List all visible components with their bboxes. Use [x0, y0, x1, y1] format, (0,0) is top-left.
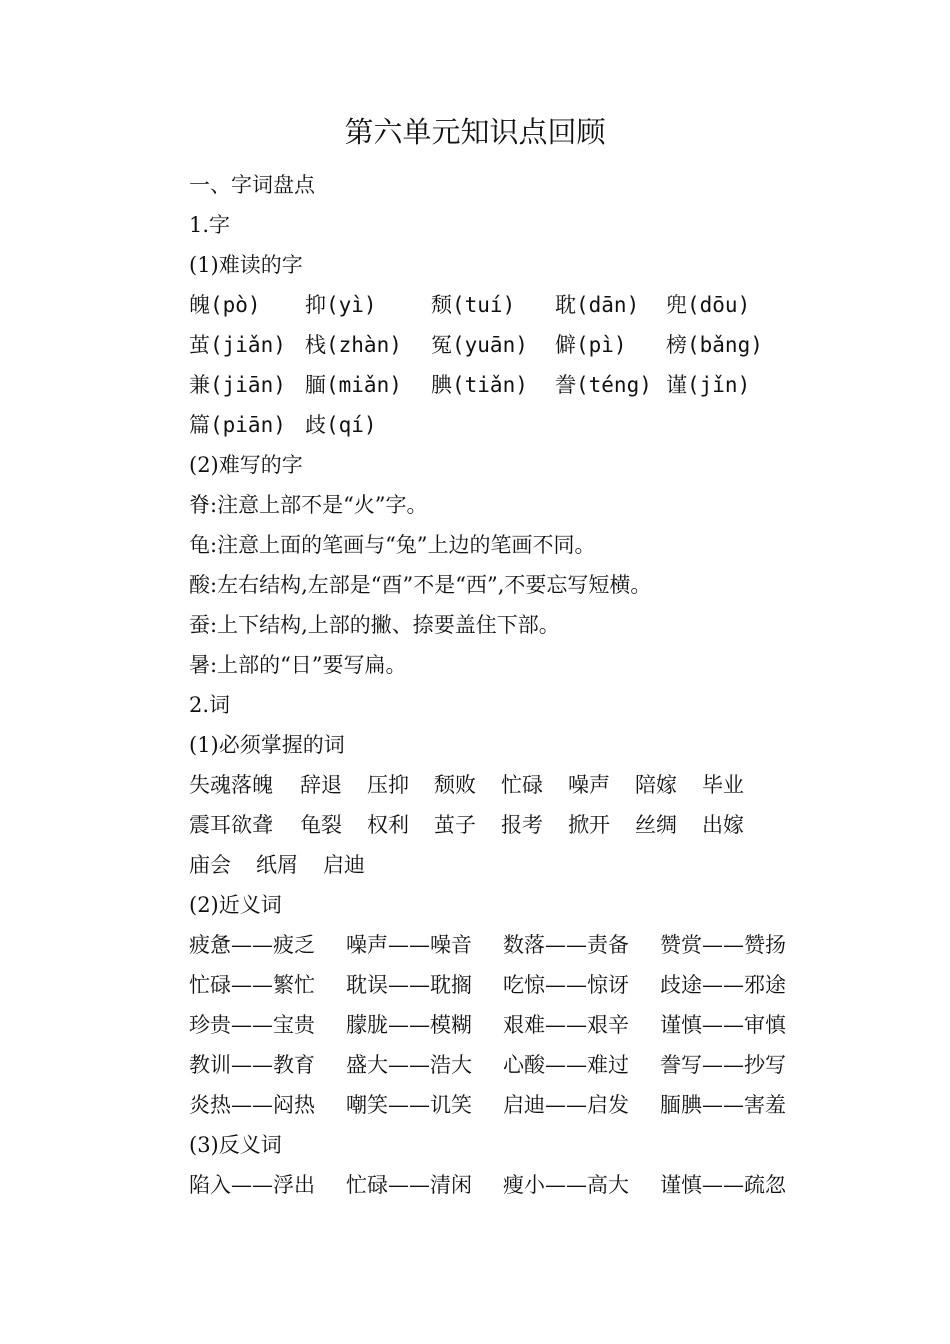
- pinyin-row: [189, 285, 829, 325]
- word: 震耳欲聋: [189, 813, 273, 837]
- character: 誊: [555, 373, 576, 397]
- pinyin-item: [305, 285, 431, 325]
- word: 颓败: [434, 773, 476, 797]
- character: 栈: [305, 333, 326, 357]
- subsection-heading: 2.词: [189, 693, 231, 717]
- word-pair: 噪声——噪音: [346, 933, 472, 957]
- word-row: [189, 845, 829, 885]
- pinyin-row: [189, 405, 829, 445]
- word-pair: 炎热——闷热: [189, 1093, 315, 1117]
- word: 忙碌: [501, 773, 543, 797]
- word-pair: 朦胧——模糊: [346, 1013, 472, 1037]
- word: 掀开: [568, 813, 610, 837]
- pinyin: (dōu): [687, 293, 751, 317]
- character: 冤: [431, 333, 452, 357]
- pinyin: (jiǎn): [210, 333, 286, 357]
- word-pair: 心酸——难过: [503, 1053, 629, 1077]
- word: 压抑: [367, 773, 409, 797]
- word: 丝绸: [635, 813, 677, 837]
- page-title: 第六单元知识点回顾: [344, 115, 606, 149]
- word: 噪声: [568, 773, 610, 797]
- word: 权利: [367, 813, 409, 837]
- pinyin: (pò): [210, 293, 261, 317]
- hard-read-list: [189, 285, 829, 445]
- word: 茧子: [434, 813, 476, 837]
- word-pair: 忙碌——清闲: [346, 1173, 472, 1197]
- word: 纸屑: [256, 853, 298, 877]
- word-pair: 艰难——艰辛: [503, 1013, 629, 1037]
- antonyms-list: [189, 1165, 829, 1205]
- pinyin-item: [555, 285, 666, 325]
- word-pair: 忙碌——繁忙: [189, 973, 315, 997]
- word: 龟裂: [300, 813, 342, 837]
- pair-row: [189, 965, 829, 1005]
- word: 毕业: [702, 773, 744, 797]
- word-pair: 谨慎——审慎: [660, 1013, 786, 1037]
- pinyin-row: [189, 325, 829, 365]
- section-heading: 一、字词盘点: [189, 173, 315, 197]
- word-pair: 谨慎——疏忽: [660, 1173, 786, 1197]
- synonyms-heading: (2)近义词: [189, 893, 282, 917]
- pinyin-item: [666, 365, 786, 405]
- word: 报考: [501, 813, 543, 837]
- word-pair: 耽误——耽搁: [346, 973, 472, 997]
- hard-read-heading: (1)难读的字: [189, 253, 303, 277]
- pinyin-item: [431, 325, 555, 365]
- pinyin: (tiǎn): [452, 373, 528, 397]
- word-row: [189, 805, 829, 845]
- word-pair: 启迪——启发: [503, 1093, 629, 1117]
- character: 魄: [189, 293, 210, 317]
- hard-write-heading: (2)难写的字: [189, 453, 303, 477]
- word: 陪嫁: [635, 773, 677, 797]
- character: 兼: [189, 373, 210, 397]
- word-pair: 数落——责备: [503, 933, 629, 957]
- pinyin-item: [555, 365, 666, 405]
- document-body: [189, 165, 829, 1205]
- character: 榜: [666, 333, 687, 357]
- word-pair: 吃惊——惊讶: [503, 973, 629, 997]
- word: 庙会: [189, 853, 231, 877]
- pinyin: (zhàn): [326, 333, 402, 357]
- character: 茧: [189, 333, 210, 357]
- word-pair: 瘦小——高大: [503, 1173, 629, 1197]
- word-row: [189, 765, 829, 805]
- pinyin: (pì): [576, 333, 627, 357]
- word: 启迪: [323, 853, 365, 877]
- pinyin-item: [305, 325, 431, 365]
- subsection-heading: 1.字: [189, 213, 231, 237]
- must-words-heading: (1)必须掌握的词: [189, 733, 345, 757]
- pair-row: [189, 925, 829, 965]
- word-pair: 赞赏——赞扬: [660, 933, 786, 957]
- character: 篇: [189, 413, 210, 437]
- character: 谨: [666, 373, 687, 397]
- pinyin-item: [189, 365, 305, 405]
- word-pair: 珍贵——宝贵: [189, 1013, 315, 1037]
- pinyin: (jǐn): [687, 373, 751, 397]
- pinyin-item: [431, 285, 555, 325]
- word-pair: 教训——教育: [189, 1053, 315, 1077]
- pinyin-item: [305, 405, 431, 445]
- character: 颓: [431, 293, 452, 317]
- hard-write-note: 蚕:上下结构,上部的撇、捺要盖住下部。: [189, 613, 560, 637]
- pinyin-row: [189, 365, 829, 405]
- pinyin-item: [189, 285, 305, 325]
- pair-row: [189, 1005, 829, 1045]
- pinyin-item: [666, 325, 786, 365]
- pinyin-item: [666, 285, 786, 325]
- word-pair: 盛大——浩大: [346, 1053, 472, 1077]
- hard-write-note: 脊:注意上部不是“火”字。: [189, 493, 428, 517]
- pinyin-item: [189, 405, 305, 445]
- pinyin-item: [555, 325, 666, 365]
- must-words-list: [189, 765, 829, 885]
- word: 失魂落魄: [189, 773, 273, 797]
- character: 兜: [666, 293, 687, 317]
- pair-row: [189, 1045, 829, 1085]
- word-pair: 腼腆——害羞: [660, 1093, 786, 1117]
- pinyin: (miǎn): [326, 373, 402, 397]
- hard-write-note: 龟:注意上面的笔画与“兔”上边的笔画不同。: [189, 533, 596, 557]
- character: 歧: [305, 413, 326, 437]
- pinyin: (qí): [326, 413, 377, 437]
- character: 抑: [305, 293, 326, 317]
- word: 出嫁: [702, 813, 744, 837]
- antonyms-heading: (3)反义词: [189, 1133, 282, 1157]
- pair-row: [189, 1165, 829, 1205]
- pinyin-item: [189, 325, 305, 365]
- character: 耽: [555, 293, 576, 317]
- pinyin-item: [305, 365, 431, 405]
- pinyin: (yuān): [452, 333, 528, 357]
- pinyin: (dān): [576, 293, 640, 317]
- pair-row: [189, 1085, 829, 1125]
- pinyin: (téng): [576, 373, 652, 397]
- word-pair: 誊写——抄写: [660, 1053, 786, 1077]
- word-pair: 陷入——浮出: [189, 1173, 315, 1197]
- word-pair: 嘲笑——讥笑: [346, 1093, 472, 1117]
- pinyin: (jiān): [210, 373, 286, 397]
- hard-write-note: 酸:左右结构,左部是“酉”不是“西”,不要忘写短横。: [189, 573, 652, 597]
- synonyms-list: [189, 925, 829, 1125]
- pinyin: (bǎng): [687, 333, 763, 357]
- pinyin: (tuí): [452, 293, 516, 317]
- pinyin: (yì): [326, 293, 377, 317]
- pinyin-item: [431, 365, 555, 405]
- word: 辞退: [300, 773, 342, 797]
- pinyin: (piān): [210, 413, 286, 437]
- word-pair: 歧途——邪途: [660, 973, 786, 997]
- character: 腼: [305, 373, 326, 397]
- character: 腆: [431, 373, 452, 397]
- character: 僻: [555, 333, 576, 357]
- hard-write-note: 暑:上部的“日”要写扁。: [189, 653, 407, 677]
- word-pair: 疲惫——疲乏: [189, 933, 315, 957]
